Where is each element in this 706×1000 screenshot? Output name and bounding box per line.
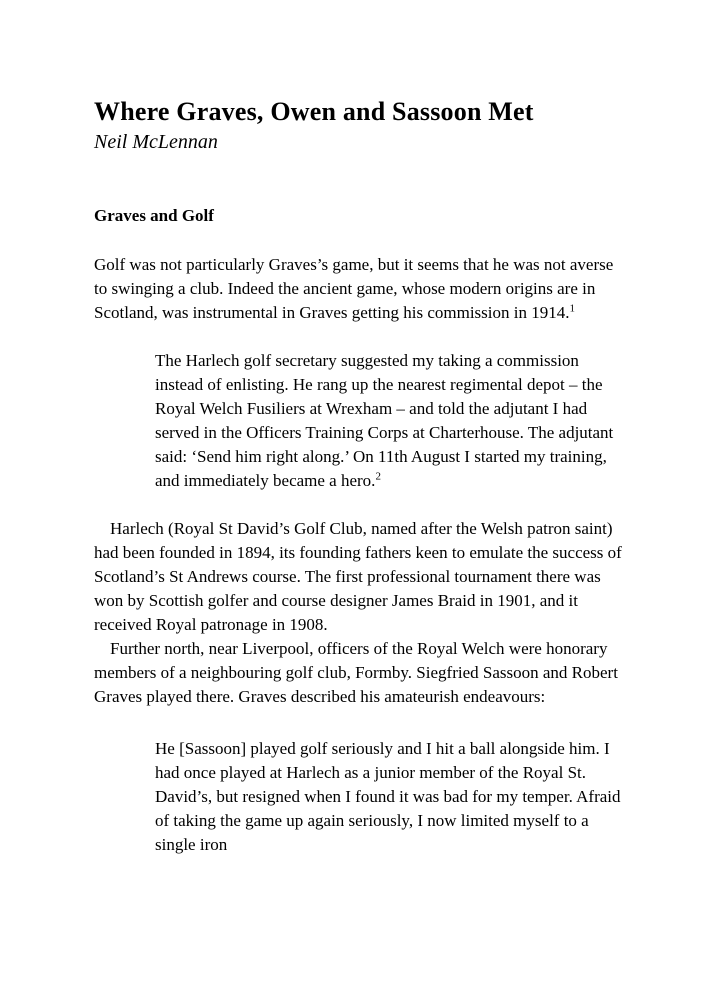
paragraph-1 — [94, 253, 624, 325]
author-name: Neil McLennan — [94, 131, 218, 153]
footnote-ref-2: 2 — [375, 470, 381, 483]
blockquote-1-text: The Harlech golf secretary suggested my taking a commission instead of enlisting. He rang up the nearest regimental depot – the Royal Welch Fusiliers at Wrexham – and told the adjutant I had served in the Officers Training Corps at Charterhouse. The adjutant said: ‘Send him right along.’ On 11th August I started my training, and immediately became a hero. — [155, 351, 614, 490]
page-title: Where Graves, Owen and Sassoon Met — [94, 97, 534, 126]
paragraph-3: Further north, near Liverpool, officers of the Royal Welch were honorary members of a neighbouring golf club, Formby. Siegfried Sassoon and Robert Graves played there. Graves described his amateurish endeavours: — [94, 639, 618, 706]
paragraph-1-text: Golf was not particularly Graves’s game, but it seems that he was not averse to swinging a club. Indeed the ancient game, whose modern origins are in Scotland, was instrumental in Graves getting his commission in 1914. — [94, 255, 614, 322]
blockquote-2: He [Sassoon] played golf seriously and I hit a ball alongside him. I had once played at Harlech as a junior member of the Royal St. David’s, but resigned when I found it was bad for my temper. Afraid of taking the game up again seriously, I now limited myself to a single iron — [155, 739, 621, 854]
section-heading: Graves and Golf — [94, 206, 214, 225]
footnote-ref-1: 1 — [569, 302, 575, 315]
paragraph-2: Harlech (Royal St David’s Golf Club, named after the Welsh patron saint) had been founded in 1894, its founding fathers keen to emulate the success of Scotland’s St Andrews course. The first professional tournament there was won by Scottish golfer and course designer James Braid in 1901, and it received Royal patronage in 1908. — [94, 519, 622, 634]
blockquote-1 — [155, 349, 624, 493]
